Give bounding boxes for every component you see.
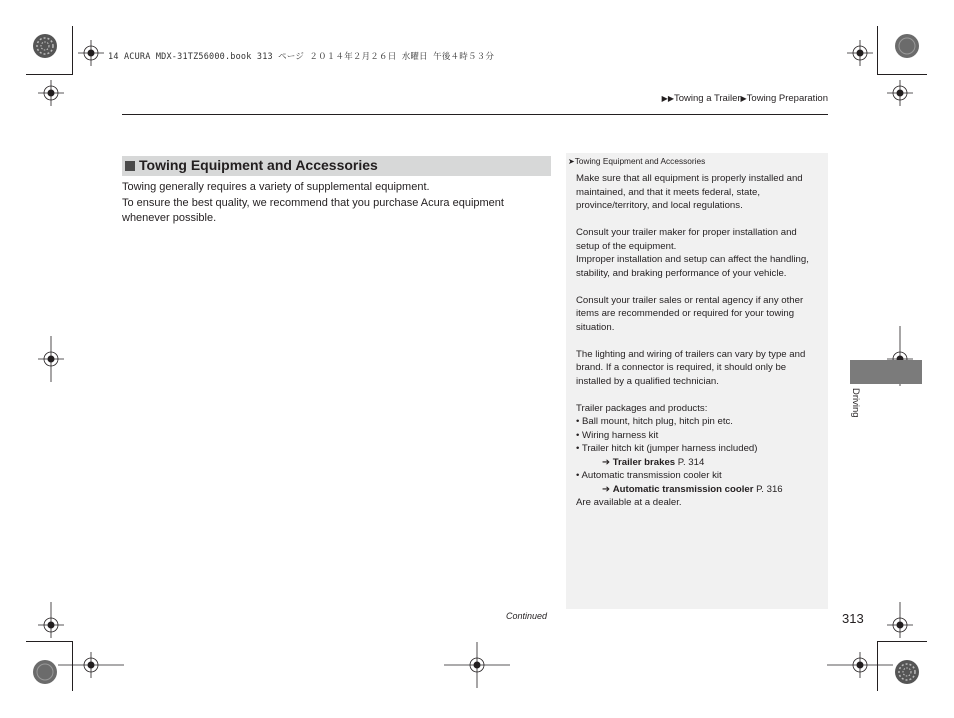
section-title: Towing Equipment and Accessories: [139, 157, 378, 173]
crop-mark: [877, 26, 878, 74]
sidebar-paragraph: Consult your trailer sales or rental agency if any other items are recommended or required for your towing situation.: [576, 294, 804, 333]
crop-mark: [26, 74, 73, 75]
registration-crosshair-icon: [464, 652, 490, 678]
cross-reference-trailer-brakes[interactable]: ➔ Trailer brakes P. 314: [602, 456, 705, 468]
reference-arrow-icon: ➤: [568, 157, 575, 166]
list-item: • Trailer hitch kit (jumper harness included): [576, 443, 758, 454]
list-intro: Trailer packages and products:: [576, 402, 708, 414]
body-paragraph: Towing generally requires a variety of supplemental equipment.: [122, 181, 430, 193]
crop-mark: [72, 26, 73, 74]
registration-crosshair-icon: [78, 652, 104, 678]
registration-crosshair-icon: [887, 80, 913, 106]
bullet-icon: •: [576, 416, 583, 427]
continued-label: Continued: [506, 611, 548, 621]
printer-slug: 14 ACURA MDX-31TZ56000.book 313 ページ ２０１４年２月２６日 水曜日 午後４時５３分: [108, 52, 495, 62]
list-item: • Wiring harness kit: [576, 429, 659, 441]
sidebar-content: [576, 172, 822, 510]
registration-crosshair-icon: [38, 612, 64, 638]
square-bullet-icon: [125, 161, 135, 171]
sidebar-paragraph: Consult your trailer maker for proper installation and setup of the equipment.: [576, 227, 797, 252]
breadcrumb: [662, 93, 828, 104]
sidebar-paragraph: The lighting and wiring of trailers can vary by type and brand. If a connector is required, it should only be installed by a qualified technician.: [576, 348, 806, 387]
registration-crosshair-icon: [38, 346, 64, 372]
sidebar-closing: Are available at a dealer.: [576, 497, 682, 508]
reference-arrow-icon: ➔: [602, 456, 613, 468]
triangle-icon: ▶: [740, 94, 747, 103]
registration-crosshair-icon: [847, 40, 873, 66]
chapter-tab[interactable]: [850, 360, 922, 384]
double-triangle-icon: ▶▶: [661, 94, 674, 103]
breadcrumb-item: Towing a Trailer: [673, 93, 741, 104]
registration-crosshair-icon: [847, 652, 873, 678]
registration-crosshair-icon: [38, 80, 64, 106]
registration-crosshair-icon: [78, 40, 104, 66]
cross-reference-transmission-cooler[interactable]: ➔ Automatic transmission cooler P. 316: [602, 483, 783, 495]
color-target-icon: [32, 659, 58, 685]
bullet-icon: •: [576, 429, 583, 441]
crop-mark: [877, 641, 927, 642]
body-paragraph: To ensure the best quality, we recommend that you purchase Acura equipment whenever possible.: [122, 196, 504, 224]
breadcrumb-item: Towing Preparation: [746, 93, 828, 104]
chapter-tab-label: Driving: [850, 388, 861, 418]
crop-mark: [26, 641, 73, 642]
bullet-icon: •: [576, 470, 582, 481]
section-header: [122, 156, 551, 176]
list-item: • Ball mount, hitch plug, hitch pin etc.: [576, 416, 733, 427]
color-target-icon: [894, 659, 920, 685]
list-item: • Automatic transmission cooler kit: [576, 470, 722, 481]
header-rule: [122, 114, 828, 115]
crop-mark: [72, 641, 73, 691]
sidebar-heading: ➤Towing Equipment and Accessories: [568, 156, 706, 166]
crop-mark: [877, 74, 927, 75]
section-body: [122, 180, 552, 227]
sidebar-paragraph: Improper installation and setup can affect the handling, stability, and braking performance of your vehicle.: [576, 254, 809, 279]
registration-crosshair-icon: [887, 612, 913, 638]
color-target-icon: [32, 33, 58, 59]
bullet-icon: •: [576, 443, 582, 454]
sidebar-note: [566, 153, 828, 609]
sidebar-paragraph: Make sure that all equipment is properly installed and maintained, and that it meets federal, state, province/territory, and local regulations.: [576, 173, 803, 211]
page-number: 313: [842, 611, 864, 626]
reference-arrow-icon: ➔: [602, 483, 613, 495]
crop-mark: [877, 641, 878, 691]
color-target-icon: [894, 33, 920, 59]
